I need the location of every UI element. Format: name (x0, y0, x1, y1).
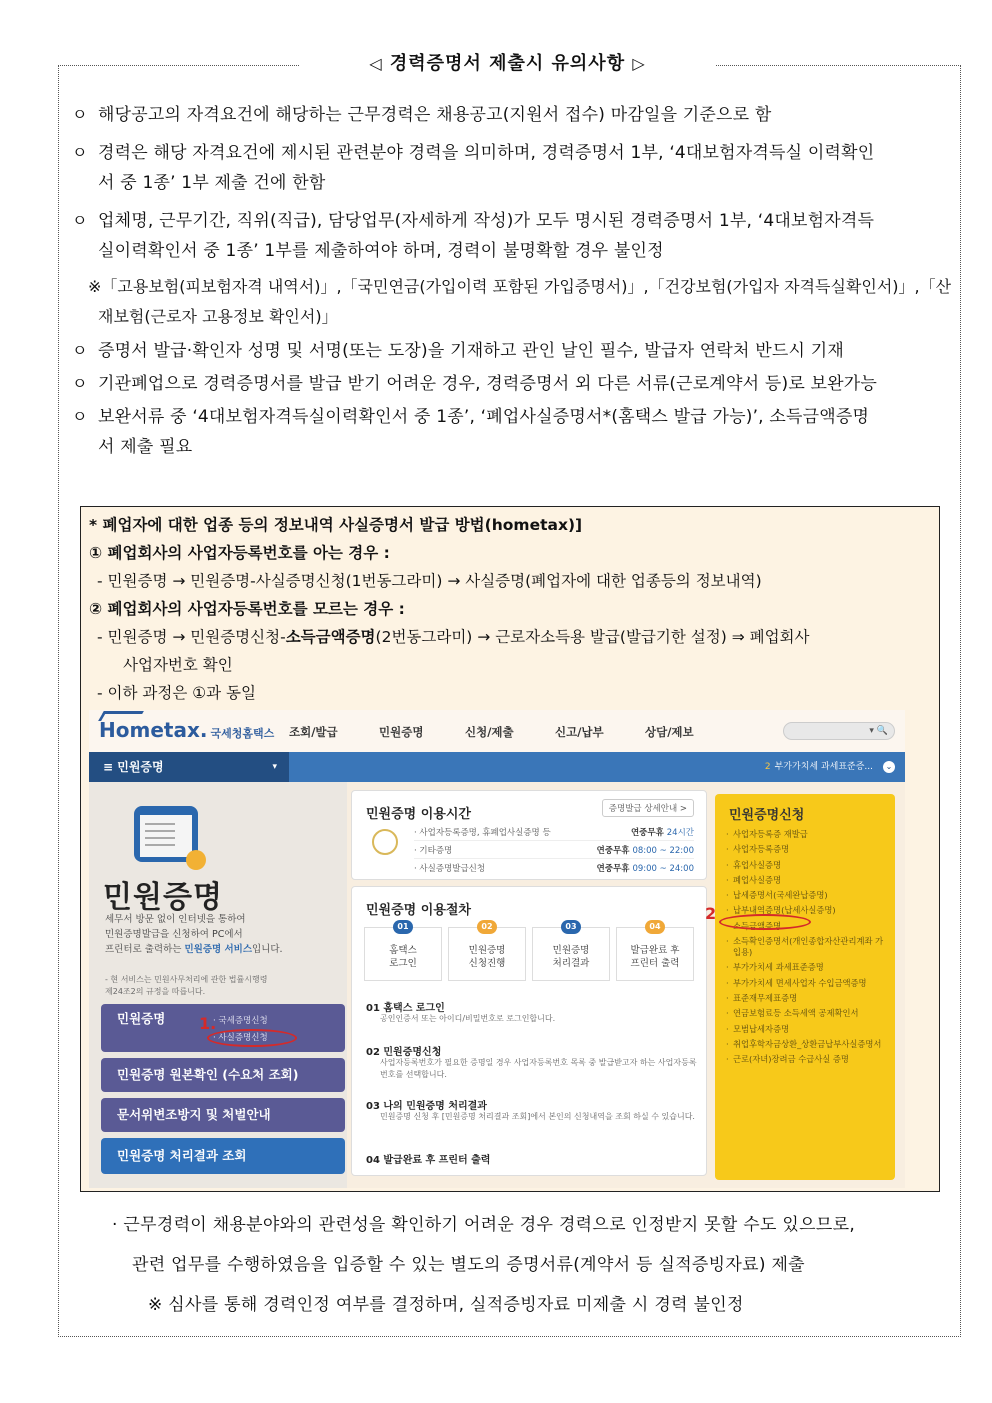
highlight-ellipse (719, 914, 811, 930)
case2-title: ② 폐업회사의 사업자등록번호를 모르는 경우 : (89, 600, 405, 618)
step-text: (2번동그라미) → 근로자소득용 발급(발급기한 설정) ⇒ 폐업회사 (375, 628, 810, 646)
apply-item[interactable]: · 소득확인증명서(개인종합자산관리계좌 가입용) (725, 936, 885, 958)
hours-value: 08:00 ~ 22:00 (632, 846, 694, 856)
hours-row (414, 825, 694, 841)
item-text: 증명서 발급·확인자 성명 및 서명(또는 도장)을 기재하고 관인 날인 필수, 발급자 연락처 반드시 기재 (98, 341, 844, 361)
nav-item[interactable]: 신청/제출 (465, 725, 514, 739)
highlight-ellipse (207, 1029, 297, 1047)
case1-step: - 민원증명 → 민원증명-사실증명신청(1번동그라미) → 사실증명(폐업자에 대한 업종등의 정보내역) (97, 572, 762, 590)
note-text: 재보험(근로자 고용정보 확인서)」 (98, 307, 338, 326)
step-number: 02 (477, 920, 497, 934)
notice-item (70, 369, 960, 399)
menu-button-forgery[interactable]: 문서위변조방지 및 처벌안내 (101, 1098, 345, 1132)
procedure-title: 민원증명 이용절차 (366, 903, 471, 918)
hours-title: 민원증명 이용시간 (366, 807, 471, 822)
hours-value: 24시간 (666, 828, 694, 838)
menu-button-result[interactable]: 민원증명 처리결과 조회 (101, 1138, 345, 1174)
menu-button-label: 민원증명 (117, 1011, 166, 1026)
step-box (532, 922, 610, 981)
hometax-left-panel (89, 782, 347, 1188)
chevron-down-icon[interactable]: ⌄ (883, 761, 895, 773)
proc-desc: 민원증명 신청 후 [민원증명 처리결과 조회]에서 본인의 신청내역을 조회 하실 수 있습니다. (380, 1112, 695, 1121)
case-after: - 이하 과정은 ①과 동일 (97, 684, 256, 702)
step-label: 프린터 출력 (630, 958, 680, 969)
logo-text: Hometax. (99, 718, 208, 742)
hometax-guide-box (80, 506, 940, 1192)
left-triangle-icon: ◁ (369, 54, 383, 73)
nav-item[interactable]: 상담/제보 (645, 725, 694, 739)
step-number: 03 (561, 920, 581, 934)
hometax-logo[interactable] (99, 718, 274, 742)
desc-line: 프린터로 출력하는 (105, 944, 185, 955)
menu-sub-tax-cert[interactable]: · 국세증명신청 (213, 1016, 268, 1026)
case2-step (89, 623, 931, 651)
user-badge-icon (186, 850, 206, 870)
notice-item (70, 138, 960, 198)
bullet-icon: ㅇ (72, 211, 88, 230)
menu-sub-fact-cert[interactable]: · 사실증명신청 (213, 1033, 268, 1043)
apply-item[interactable]: · 휴업사실증명 (725, 860, 885, 871)
step-box (448, 922, 526, 981)
hours-label: · 사업자등록증명, 휴폐업사실증명 등 (414, 828, 551, 838)
marker-1: 1. (199, 1014, 217, 1033)
step-label: 민원증명 (468, 945, 506, 956)
item-text: 서 제출 필요 (98, 437, 193, 457)
notice-content (70, 100, 960, 462)
guide-heading: * 폐업자에 대한 업종 등의 정보내역 사실증명서 발급 방법(hometax)] (89, 516, 583, 534)
proc-heading: 03 나의 민원증명 처리결과 (366, 1101, 487, 1112)
apply-item[interactable]: · 사업자등록증명 (725, 844, 885, 855)
desc-line: 입니다. (252, 944, 283, 955)
nav-item[interactable]: 민원증명 (379, 725, 424, 739)
step-label: 신청진행 (468, 958, 506, 969)
apply-item[interactable]: · 납세증명서(국세완납증명) (725, 890, 885, 901)
page-title (300, 48, 715, 80)
hours-prefix: 연중무휴 (630, 828, 667, 838)
insurance-note (70, 272, 960, 332)
house-roof-icon (98, 711, 144, 721)
proc-heading: 02 민원증명신청 (366, 1047, 442, 1058)
bottom-line: 관련 업무를 수행하였음을 입증할 수 있는 별도의 증명서류(계약서 등 실적증빙자료) 제출 (132, 1255, 805, 1275)
hometax-header (89, 710, 905, 752)
apply-item[interactable]: · 연금보험료등 소득세액 공제확인서 (725, 1008, 885, 1019)
desc-line: 세무서 방문 없이 인터넷을 통하여 (105, 914, 246, 925)
item-text: 기관폐업으로 경력증명서를 발급 받기 어려운 경우, 경력증명서 외 다른 서류(근로계약서 등)로 보완가능 (98, 374, 878, 394)
hours-row (414, 843, 694, 859)
item-text: 서 중 1종’ 1부 제출 건에 한함 (98, 173, 326, 193)
item-text: 해당공고의 자격요건에 해당하는 근무경력은 채용공고(지원서 접수) 마감일을 기준으로 함 (98, 105, 772, 125)
proc-heading: 04 발급완료 후 프린터 출력 (366, 1155, 491, 1166)
clock-icon (372, 829, 398, 855)
hometax-menu-bar (89, 752, 905, 782)
apply-title: 민원증명신청 (729, 808, 805, 823)
step-label: 민원증명 (552, 945, 590, 956)
right-triangle-icon: ▷ (632, 54, 646, 73)
marker-2: 2 (705, 904, 717, 923)
bullet-icon: ㅇ (72, 407, 88, 426)
bottom-line: ※ 심사를 통해 경력인정 여부를 결정하며, 실적증빙자료 미제출 시 경력 불인정 (148, 1295, 744, 1315)
hometax-screenshot (89, 710, 905, 1188)
hours-card (351, 790, 707, 880)
apply-item[interactable]: · 부가가치세 면세사업자 수입금액증명 (725, 978, 885, 989)
step-box (364, 922, 442, 981)
bullet-icon: ㅇ (72, 374, 88, 393)
menu-label: ≡ 민원증명 (103, 760, 164, 774)
procedure-card (351, 886, 707, 1176)
legal-line: 제24조2의 규정을 따릅니다. (105, 987, 206, 996)
proc-heading: 01 홈택스 로그인 (366, 1003, 445, 1014)
title-text: 경력증명서 제출시 유의사항 (389, 53, 626, 74)
legal-note (105, 974, 267, 998)
item-text: 경력은 해당 자격요건에 제시된 관련분야 경력을 의미하며, 경력증명서 1부, ‘4대보험자격득실 이력확인 (98, 143, 875, 163)
apply-item[interactable]: · 근로(자녀)장려금 수급사실 증명 (725, 1054, 885, 1065)
apply-item[interactable]: · 납부내역증명(납세사실증명) (725, 905, 885, 916)
apply-item[interactable]: · 부가가치세 과세표준증명 (725, 962, 885, 973)
section-title: 민원증명 (103, 880, 223, 915)
item-text: 업체명, 근무기간, 직위(직급), 담당업무(자세하게 작성)가 모두 명시된 경력증명서 1부, ‘4대보험자격득 (98, 211, 875, 231)
proc-desc: 사업자등록번호가 필요한 증명일 경우 사업자등록번호 목록 중 발급받고자 하는 사업자등록번호를 선택합니다. (380, 1058, 697, 1079)
search-input[interactable] (783, 722, 895, 740)
legal-line: - 현 서비스는 민원사무처리에 관한 법률시행령 (105, 975, 268, 984)
note-text: ※「고용보험(피보험자격 내역서)」,「국민연금(가입이력 포함된 가입증명서)」,「건강보험(가입자 자격득실확인서)」,「산 (88, 277, 952, 296)
apply-item[interactable]: · 취업후학자금상환_상환금납부사실증명서 (725, 1039, 885, 1050)
item-text: 보완서류 중 ‘4대보험자격득실이력확인서 중 1종’, ‘폐업사실증명서*(홈택스 발급 가능)’, 소득금액증명 (98, 407, 870, 427)
apply-panel (715, 794, 895, 1180)
step-label: 홈택스 (389, 945, 417, 956)
ticker-num: 2 (764, 762, 771, 772)
apply-item[interactable]: · 사업자등록증 재발급 (725, 829, 885, 840)
step-number: 04 (645, 920, 665, 934)
bottom-line: · 근무경력이 채용분야와의 관련성을 확인하기 어려운 경우 경력으로 인정받지 못할 수도 있으므로, (112, 1215, 856, 1235)
notice-item (70, 336, 960, 366)
step-label: 처리결과 (552, 958, 590, 969)
apply-item-income-cert[interactable]: · 소득금액증명 (725, 921, 885, 932)
apply-item[interactable]: · 모범납세자증명 (725, 1024, 885, 1035)
apply-item[interactable]: · 폐업사실증명 (725, 875, 885, 886)
section-desc (105, 912, 283, 957)
notice-item (70, 206, 960, 266)
caret-down-icon: ▾ (272, 762, 277, 772)
menu-button-original-check[interactable]: 민원증명 원본확인 (수요처 조회) (101, 1058, 345, 1092)
nav-item[interactable]: 조회/발급 (289, 725, 338, 739)
notice-item (70, 402, 960, 462)
step-text: - 민원증명 → 민원증명신청- (97, 628, 286, 646)
detail-guide-button[interactable]: 증명발급 상세안내 > (602, 799, 694, 817)
bullet-icon: ㅇ (72, 341, 88, 360)
nav-item[interactable]: 신고/납부 (555, 725, 604, 739)
step-number: 01 (393, 920, 413, 934)
bullet-icon: ㅇ (72, 105, 88, 124)
apply-item[interactable]: · 표준재무제표증명 (725, 993, 885, 1004)
hours-prefix: 연중무휴 (596, 846, 633, 856)
hours-label: · 기타증명 (414, 846, 453, 856)
proc-desc: 공인인증서 또는 아이디/비밀번호로 로그인합니다. (380, 1014, 556, 1023)
case2-step-cont: 사업자번호 확인 (123, 656, 233, 674)
step-label: 로그인 (389, 958, 417, 969)
logo-kr-text: 국세청홈택스 (210, 727, 275, 740)
step-box (616, 922, 694, 981)
notice-item (70, 100, 960, 130)
menu-dropdown[interactable] (89, 752, 289, 782)
hours-prefix: 연중무휴 (596, 864, 633, 874)
desc-highlight: 민원증명 서비스 (184, 944, 253, 955)
document-icon (134, 806, 198, 862)
bottom-notes (70, 1205, 950, 1325)
hours-row (414, 861, 694, 877)
ticker[interactable] (765, 752, 895, 782)
search-icon[interactable]: ▾ 🔍 (869, 726, 888, 736)
case1-title: ① 폐업회사의 사업자등록번호를 아는 경우 : (89, 544, 390, 562)
step-text-bold: 소득금액증명 (285, 628, 376, 646)
ticker-text: 부가가치세 과세표준증... (774, 762, 873, 772)
hours-value: 09:00 ~ 24:00 (632, 864, 694, 874)
bullet-icon: ㅇ (72, 143, 88, 162)
item-text: 실이력확인서 중 1종’ 1부를 제출하여야 하며, 경력이 불명확할 경우 불인정 (98, 241, 664, 261)
hours-label: · 사실증명발급신청 (414, 864, 486, 874)
step-label: 발급완료 후 (630, 945, 680, 956)
desc-line: 민원증명발급을 신청하여 PC에서 (105, 929, 243, 940)
